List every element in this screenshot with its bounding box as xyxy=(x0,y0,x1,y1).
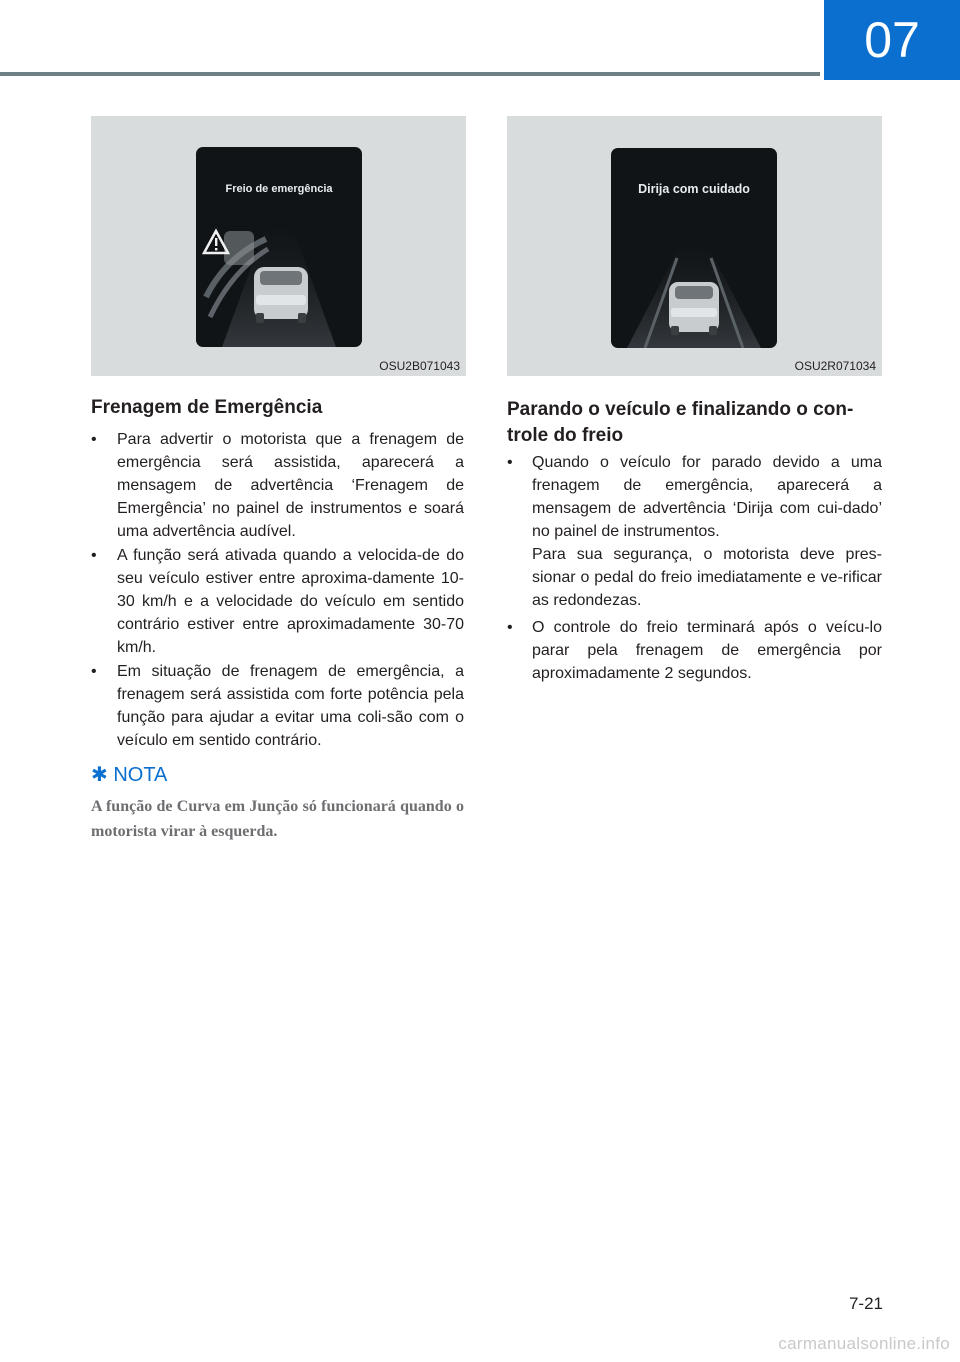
section-heading: Parando o veículo e finalizando o con-trole do freio xyxy=(507,399,854,446)
car-icon xyxy=(254,267,308,323)
chapter-tab: 07 xyxy=(824,0,960,80)
note-title xyxy=(91,762,167,787)
cluster-illustration xyxy=(196,147,362,347)
bullet-text: O controle do freio terminará após o veícu-lo parar pela frenagem de emergência por aproximadamente 2 segundos. xyxy=(532,619,882,682)
bullet-text: Quando o veículo for parado devido a uma frenagem de emergência, aparecerá a mensagem de advertência ‘Dirija com cui-dado’ no painel de instrumentos. xyxy=(532,454,882,540)
figure-drive-carefully xyxy=(507,116,882,376)
asterisk-icon: ✱ xyxy=(91,764,108,786)
figure-emergency-brake xyxy=(91,116,466,376)
cluster-message: Dirija com cuidado xyxy=(638,182,750,196)
cluster-screen xyxy=(611,148,777,348)
bullet-marker: • xyxy=(91,547,97,564)
figure-code: OSU2R071034 xyxy=(794,359,876,373)
note-body: A função de Curva em Junção só funcionará quando o motorista virar à esquerda. xyxy=(91,798,464,840)
cluster-illustration xyxy=(611,148,777,348)
bullet-text: Para advertir o motorista que a frenagem de emergência será assistida, aparecerá a mensagem de advertência ‘Frenagem de Emergência’ no painel de instrumentos e soará uma advertência audível. xyxy=(117,431,464,540)
cluster-message: Freio de emergência xyxy=(225,183,333,195)
page-number: 7-21 xyxy=(848,1294,883,1313)
watermark: carmanualsonline.info xyxy=(778,1334,950,1353)
section-heading: Frenagem de Emergência xyxy=(91,397,323,418)
sub-paragraph: Para sua segurança, o motorista deve pres-sionar o pedal do freio imediatamente e ve-rificar as redondezas. xyxy=(532,546,882,609)
header-rule xyxy=(0,72,820,76)
bullet-marker: • xyxy=(91,431,97,448)
car-icon xyxy=(669,282,719,335)
cluster-screen xyxy=(196,147,362,347)
bullet-marker: • xyxy=(91,663,97,680)
bullet-text: Em situação de frenagem de emergência, a frenagem será assistida com forte potência pela função para ajudar a evitar uma coli-são com o veículo em sentido contrário. xyxy=(117,663,464,749)
note-label: NOTA xyxy=(113,764,168,786)
bullet-text: A função será ativada quando a velocida-de do seu veículo estiver entre aproxima-damente 10-30 km/h e a velocidade do veículo em sentido contrário estiver entre aproximadamente 30-70 km/h. xyxy=(117,547,464,656)
figure-code: OSU2B071043 xyxy=(379,359,460,373)
bullet-marker: • xyxy=(507,454,513,471)
bullet-marker: • xyxy=(507,619,513,636)
